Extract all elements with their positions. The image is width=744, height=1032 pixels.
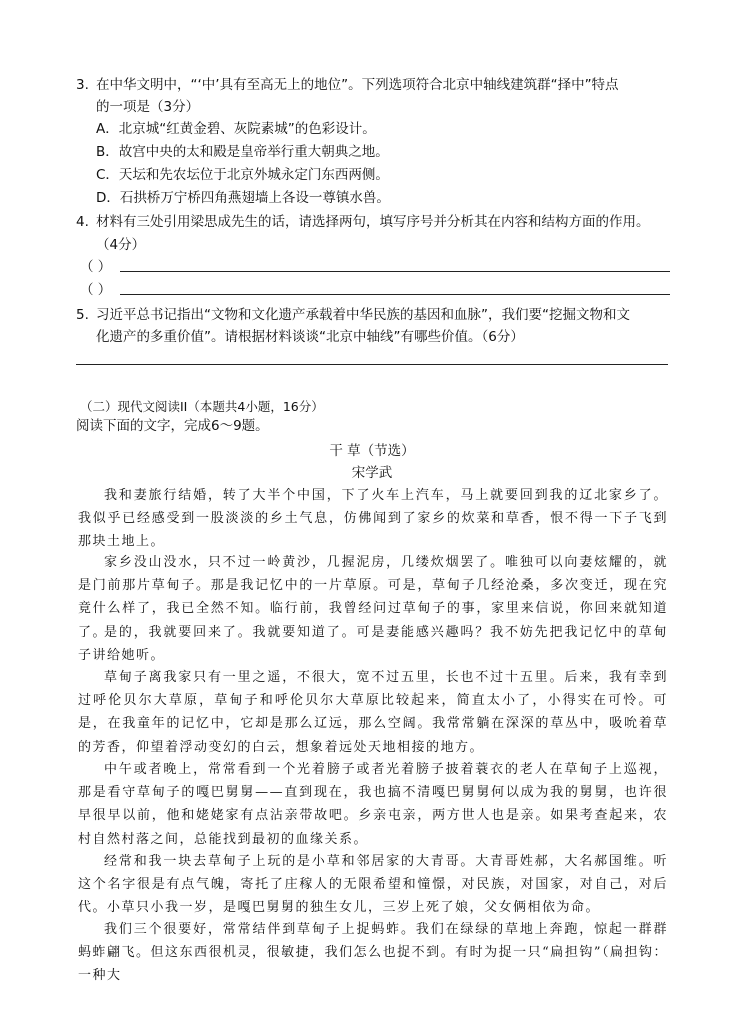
q4-answer-line-1[interactable] <box>120 271 670 272</box>
q4-blank-1[interactable]: （ ） <box>80 259 112 275</box>
passage-paragraph-1: 我和妻旅行结婚，转了大半个中国，下了火车上汽车，马上就要回到我的辽北家乡了。我似乎已经感受到一股淡淡的乡土气息，仿佛闻到了家乡的炊菜和草香，恨不得一下子飞到那块土地上。 <box>78 488 668 550</box>
passage-title: 干 草（节选） <box>329 443 415 459</box>
q5-stem-line2: 化遗产的多重价值”。请根据材料谈谈“北京中轴线”有哪些价值。（6分） <box>96 329 524 345</box>
q3-number: 3. <box>76 77 89 93</box>
q4-stem-line1 <box>76 211 650 233</box>
q4-stem-text: 材料有三处引用梁思成先生的话，请选择两句，填写序号并分析其在内容和结构方面的作用。 <box>96 214 650 230</box>
q4-blank-2[interactable]: （ ） <box>80 282 112 298</box>
q4-answer-row-2[interactable] <box>80 280 111 300</box>
passage-paragraph-4: 草甸子离我家只有一里之遥，不很大，宽不过五里，长也不过十五里。后来，我有幸到过呼伦贝尔大草原，草甸子和呼伦贝尔大草原比较起来，简直太小了，小得实在可怜。可是，在我童年的记忆中，它却是那么辽远，那么空阔。我常常躺在深深的草丛中，吸吮着草的芳香，仰望着浮动变幻的白云，想象着远处天地相接的地方。 <box>78 670 668 755</box>
q4-number: 4. <box>76 214 89 230</box>
q4-answer-row-1[interactable] <box>80 257 111 277</box>
q3-option-b[interactable]: B．故宫中央的太和殿是皇帝举行重大朝典之地。 <box>96 144 389 160</box>
q3-stem-line1 <box>76 74 619 96</box>
q5-answer-line[interactable] <box>76 364 668 365</box>
passage-paragraph-5: 中午或者晚上，常常看到一个光着膀子或者光着膀子披着蓑衣的老人在草甸子上巡视，那是看守草甸子的嘎巴舅舅——直到现在，我也搞不清嘎巴舅舅何以成为我的舅舅，也许很早很早以前，他和姥姥家有点沾亲带故吧。乡亲屯亲，两方世人也是亲。如果考查起来，农村自然村落之间，总能找到最初的血缘关系。 <box>78 762 668 847</box>
section-instruction: 阅读下面的文字，完成6～9题。 <box>76 418 269 434</box>
passage-author: 宋学武 <box>351 465 393 481</box>
section-heading: （二）现代文阅读II（本题共4小题，16分） <box>80 399 324 414</box>
q3-option-a[interactable]: A．北京城“红黄金碧、灰院素城”的色彩设计。 <box>96 121 376 137</box>
q3-option-c[interactable]: C．天坛和先农坛位于北京外城永定门东西两侧。 <box>96 167 389 183</box>
q4-stem-line2: （4分） <box>96 237 146 253</box>
q5-number: 5. <box>76 307 89 323</box>
q5-stem-line1 <box>76 304 630 326</box>
q3-option-d[interactable]: D．石拱桥万宁桥四角燕翅墙上各设一尊镇水兽。 <box>96 190 390 206</box>
q3-stem-line2: 的一项是（3分） <box>96 99 200 115</box>
passage-paragraph-2: 家乡没山没水，只不过一岭黄沙，几握泥房，几缕炊烟罢了。唯独可以向妻炫耀的，就是门前那片草甸子。那是我记忆中的一片草原。可是，草甸子几经沧桑，多次变迁，现在究竟什么样了，我已全然不知。临行前，我曾经问过草甸子的事，家里来信说，你回来就知道了。 <box>78 555 668 640</box>
q4-answer-line-2[interactable] <box>120 294 670 295</box>
passage-paragraph-3: 是的，我就要回来了。我就要知道了。可是妻能感兴趣吗？我不妨先把我记忆中的草甸子讲给她听。 <box>78 625 668 664</box>
q5-stem-text: 习近平总书记指出“文物和文化遗产承载着中华民族的基因和血脉”，我们要“挖掘文物和文 <box>96 307 630 323</box>
passage-paragraph-6: 经常和我一块去草甸子上玩的是小草和邻居家的大青哥。大青哥姓郝，大名郝国维。听这个名字很是有点气魄，寄托了庄稼人的无限希望和憧憬，对民族，对国家，对自己，对后代。小草只小我一岁，是嘎巴舅舅的独生女儿，三岁上死了娘，父女俩相依为命。 <box>78 854 668 916</box>
passage-paragraph-7: 我们三个很要好，常常结伴到草甸子上捉蚂蚱。我们在绿绿的草地上奔跑，惊起一群群蚂蚱翩飞。但这东西很机灵，很敏捷，我们怎么也捉不到。有时为捉一只“扁担钩”（扁担钩：一种大 <box>78 922 668 984</box>
q3-stem-text: 在中华文明中，“‘中’具有至高无上的地位”。下列选项符合北京中轴线建筑群“择中”特点 <box>96 77 619 93</box>
